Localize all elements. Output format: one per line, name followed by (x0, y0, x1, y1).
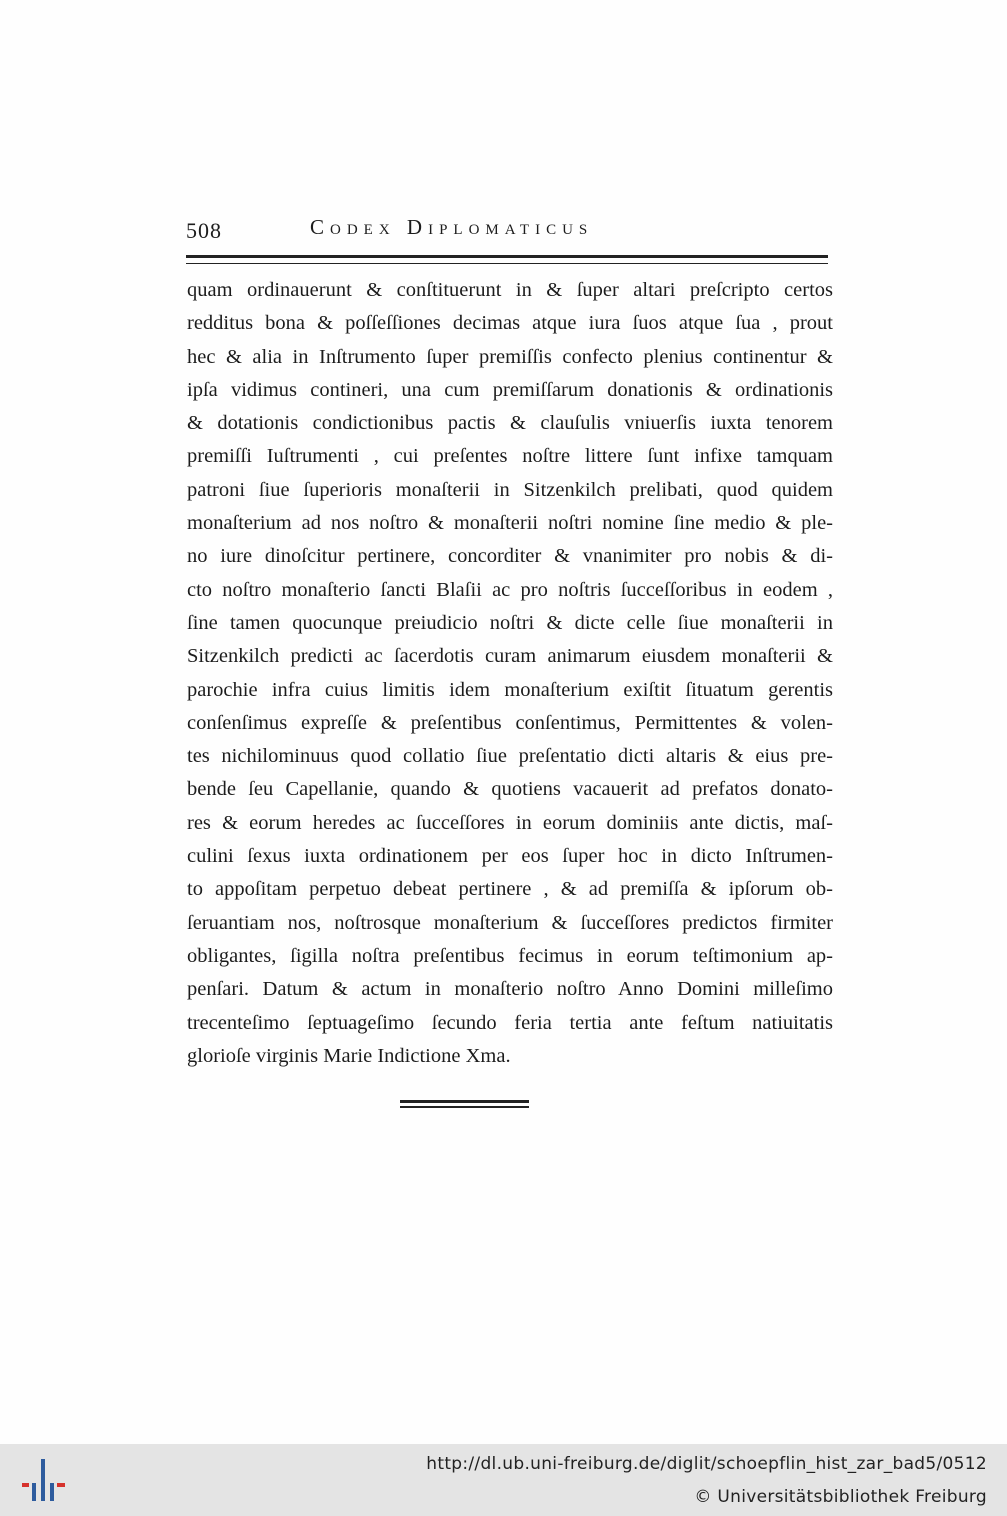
text-line: premiſſi Iuſtrumenti , cui preſentes noſtre littere ſunt infixe tamquam (187, 445, 833, 468)
end-ornament-rule (400, 1100, 529, 1103)
text-line: hec & alia in Inſtrumento ſuper premiſſis confecto plenius continentur & (187, 345, 833, 368)
ub-freiburg-logo-icon[interactable] (22, 1457, 66, 1503)
text-line: tes nichilominuus quod collatio ſiue preſentatio dicti altaris & eius pre- (187, 745, 833, 768)
text-line: quam ordinauerunt & conſtituerunt in & ſuper altari preſcripto certos (187, 279, 833, 301)
text-line: cto noſtro monaſterio ſancti Blaſii ac pro noſtris ſucceſſoribus in eodem , (187, 578, 833, 601)
text-line: no iure dinoſcitur pertinere, concorditer & vnanimiter pro nobis & di- (187, 545, 833, 568)
page-number: 508 (186, 218, 222, 243)
text-line: to appoſitam perpetuo debeat pertinere , & ad premiſſa & ipſorum ob- (187, 878, 833, 901)
text-line: ſeruantiam nos, noſtrosque monaſterium & ſucceſſores predictos firmiter (187, 911, 833, 934)
header-rule-thin (186, 263, 828, 264)
text-line: monaſterium ad nos noſtro & monaſterii noſtri nomine ſine medio & ple- (187, 512, 833, 535)
text-line-last: glorioſe virginis Marie Indictione Xma. (187, 1044, 511, 1067)
text-line: res & eorum heredes ac ſucceſſores in eorum dominiis ante dictis, maſ- (187, 811, 833, 834)
text-line: culini ſexus iuxta ordinationem per eos ſuper hoc in dicto Inſtrumen- (187, 845, 833, 868)
text-line: trecenteſimo ſeptuageſimo ſecundo feria tertia ante feſtum natiuitatis (187, 1011, 833, 1034)
body-text (187, 274, 833, 1073)
text-line: penſari. Datum & actum in monaſterio noſtro Anno Domini milleſimo (187, 978, 833, 1001)
text-line: ipſa vidimus contineri, una cum premiſſarum donationis & ordinationis (187, 378, 833, 401)
text-line: parochie infra cuius limitis idem monaſterium exiſtit ſituatum gerentis (187, 678, 833, 701)
text-line: conſenſimus expreſſe & preſentibus conſentimus, Permittentes & volen- (187, 711, 833, 734)
running-head: Codex Diplomaticus (310, 215, 594, 239)
source-url-link[interactable]: http://dl.ub.uni-freiburg.de/diglit/schoepflin_hist_zar_bad5/0512 (426, 1454, 987, 1474)
text-line: bende ſeu Capellanie, quando & quotiens vacauerit ad prefatos donato- (187, 778, 833, 801)
header-rule (186, 255, 828, 258)
footer-bar (0, 1444, 1007, 1516)
text-line: Sitzenkilch predicti ac ſacerdotis curam animarum eiusdem monaſterii & (187, 645, 833, 668)
end-ornament-rule-thin (400, 1106, 529, 1108)
copyright-notice: © Universitätsbibliothek Freiburg (694, 1487, 987, 1507)
text-line: & dotationis condictionibus pactis & clauſulis vniuerſis iuxta tenorem (187, 412, 833, 435)
text-line: ſine tamen quocunque preiudicio noſtri & dicte celle ſiue monaſterii in (187, 611, 833, 634)
text-line: obligantes, ſigilla noſtra preſentibus fecimus in eorum teſtimonium ap- (187, 944, 833, 967)
text-line: patroni ſiue ſuperioris monaſterii in Sitzenkilch prelibati, quod quidem (187, 478, 833, 501)
text-line: redditus bona & poſſeſſiones decimas atque iura ſuos atque ſua , prout (187, 312, 833, 335)
